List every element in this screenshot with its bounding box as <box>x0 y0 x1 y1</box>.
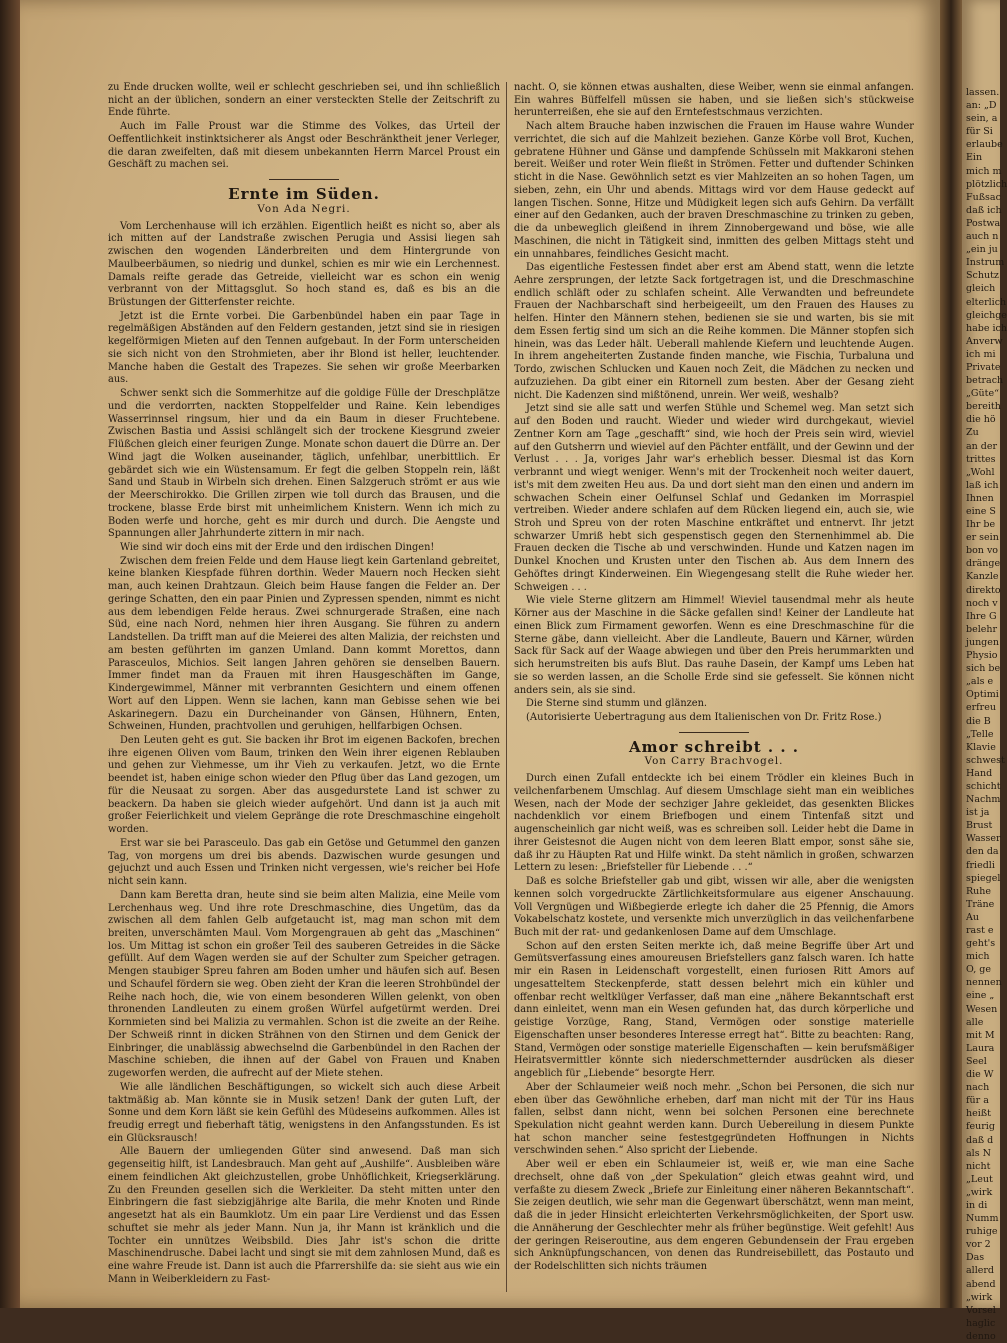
article-paragraph: Wie alle ländlichen Beschäftigungen, so wickelt sich auch diese Arbeit taktmäßig ab. Man könnte sie in Musik setzen! Dank der guten Luft, der Sonne und dem Korn läßt sie kein Gefühl des Müdeseins aufkommen. Alles ist freudig erregt und fieberhaft tätig, wenigstens in den Anfangsstunden. Es ist ein Glücksrausch! <box>108 1081 500 1144</box>
facing-page-line-fragment: alle <box>966 1016 984 1028</box>
facing-page-line-fragment: gleich <box>966 283 996 295</box>
article-paragraph: Wie viele Sterne glitzern am Himmel! Wieviel tausendmal mehr als heute Körner aus der Maschine in die Säcke gefallen sind! Keiner der Landleute hat einen Blick zum Firmament geworfen. Wenn es eine Dreschmaschine für die Sterne gäbe, dann vielleicht. Aber die Landleute, Bauern und Kärner, würden Sack für Sack auf der Waage abwiegen und über den Preis herummarkten und sich herumstreiten bis aufs Blut. Das rauhe Dasein, der Kampf ums Leben hat sie so werden lassen, an die Scholle Erde sind sie gefesselt. Sie können nicht anders sein, als sie sind. <box>514 595 914 696</box>
facing-page-line-fragment: habe ich <box>966 322 1007 334</box>
facing-page-line-fragment: die B <box>966 715 991 727</box>
facing-page-line-fragment: sein, a <box>966 113 998 125</box>
article-byline: Von Carry Brachvogel. <box>644 755 784 768</box>
facing-page-line-fragment: in di <box>966 1199 988 1211</box>
facing-page-line-fragment: allerd <box>966 1265 994 1277</box>
facing-page-line-fragment: erlaube <box>966 139 1003 151</box>
facing-page-line-fragment: jungen <box>966 636 1000 648</box>
facing-page-line-fragment: Zu <box>966 427 979 439</box>
facing-page-line-fragment: er sein <box>966 532 999 544</box>
facing-page-line-fragment: sich be <box>966 663 1001 675</box>
facing-page-line-fragment: daß d <box>966 1134 994 1146</box>
facing-page-line-fragment: vor 2 <box>966 1239 991 1251</box>
facing-page-line-fragment: „ein ju <box>966 244 998 256</box>
facing-page-line-fragment: Wasser <box>966 833 1001 845</box>
facing-page-line-fragment: die hö <box>966 414 996 426</box>
facing-page-line-fragment: Wesen <box>966 1003 998 1015</box>
article-paragraph: Aber der Schlaumeier weiß noch mehr. „Schon bei Personen, die sich nur eben über das Gewöhnliche erheben, darf man nicht mit der Tür ins Haus fallen, selbst dann nicht, wenn bei solchen Personen eine berechnete Spekulation nicht geahnt werden kann. Durch Uebereilung in diesem Punkte hat schon mancher seine festestgegründeten Hoffnungen in Nichts verschwinden sehen.“ Also spricht der Liebende. <box>514 1081 914 1157</box>
facing-page-line-fragment: Au <box>966 911 979 923</box>
facing-page-line-fragment: Laura <box>966 1042 995 1054</box>
article-paragraph: Wie sind wir doch eins mit der Erde und den irdischen Dingen! <box>120 541 435 553</box>
article-paragraph: nacht. O, sie können etwas aushalten, diese Weiber, wenn sie einmal anfangen. Ein wahres Büffelfell müssen sie haben, und sie ließen sich's stückweise herunterreißen, ehe sie auf den Erntefestschmaus verzichten. <box>514 82 914 119</box>
facing-page-line-fragment: ich mi <box>966 348 996 360</box>
right-column <box>514 82 914 1275</box>
facing-page-line-fragment: ist ja <box>966 807 990 819</box>
facing-page-line-fragment: belehr <box>966 623 998 635</box>
facing-page-line-fragment: trittes <box>966 453 996 465</box>
facing-page-line-fragment: Postwa <box>966 217 1001 229</box>
facing-page-line-fragment: die W <box>966 1069 994 1081</box>
facing-page-line-fragment: Ein <box>966 152 983 164</box>
facing-page-line-fragment: Schutz <box>966 270 999 282</box>
facing-page-line-fragment: „Telle <box>966 728 994 740</box>
facing-page-line-fragment: Klavie <box>966 741 996 753</box>
facing-page-line-fragment: mich <box>966 951 990 963</box>
article-paragraph: Das eigentliche Festessen findet aber erst am Abend statt, wenn die letzte Aehre zersprungen, der letzte Sack fortgetragen ist, und die Dreschmaschine endlich schläft oder zu schlafen scheint. Alle Verwandten und befreundete Frauen der Nachbarschaft sind herbeigeeilt, um den Frauen des Hauses zu helfen. Hinter den Männern stehen, bedienen sie sie und warten, bis sie mit dem Essen fertig sind um sich an die Reihe kommen. Die Männer stopfen sich hinein, was das Leder hält. Ueberall mahlende Kiefern und leuchtende Augen. In ihrem angeheiterten Zustande finden manche, wie Fischia, Turbaluna und Tordo, zwischen Schlucken und Kauen noch Zeit, die Mädchen zu necken und aufzuziehen. Da gibt einer ein Ritornell zum besten. Aber der Gesang zieht nicht. Die Kadenzen sind mißtönend, unrein. Wer weiß, weshalb? <box>514 262 914 401</box>
facing-page-line-fragment: geht's <box>966 938 996 950</box>
facing-page-line-fragment: friedli <box>966 859 995 871</box>
facing-page-line-fragment: O, ge <box>966 964 991 976</box>
facing-page-line-fragment: Nachm <box>966 794 1001 806</box>
facing-page-line-fragment: „Güte“ <box>966 388 999 400</box>
facing-page-line-fragment: Hand <box>966 767 993 779</box>
facing-page-line-fragment: „wirk <box>966 1186 993 1198</box>
facing-page-line-fragment: spiegel <box>966 872 1001 884</box>
facing-page-line-fragment: eine „ <box>966 990 995 1002</box>
article-paragraph: Daß es solche Briefsteller gab und gibt, wissen wir alle, aber die wenigsten kennen solch vorgedruckte Zärtlichkeitsformulare aus eigener Anschauung. Voll Vergnügen und Wißbegierde erlegte ich daher die 25 Pfennig, die Amors Vokabelschatz kostete, und versenkte mich unverzüglich in das veilchenfarbene Buch mit der rat- und gedankenlosen Dame auf dem Umschlage. <box>514 876 914 938</box>
facing-page-line-fragment: Vorsel <box>966 1304 996 1316</box>
article-paragraph: Nach altem Brauche haben inzwischen die Frauen im Hause wahre Wunder verrichtet, die sich auf die Mahlzeit beziehen. Ganze Körbe voll Brot, Kuchen, gebratene Hühner und Gänse und dampfende Schüsseln mit Makkaroni stehen bereit. Weißer und roter Wein fließt in Strömen. Fetter und duftender Schinken sticht in die Nase. Gewöhnlich setzt es vier Mahlzeiten an so hohen Tagen, um sieben, zehn, ein Uhr und abends. Mittags wird vor dem Hause gedeckt auf langen Tischen. Sonne, Hitze und Müdigkeit legen sich aufs Gehirn. Da verfällt einer auf den Gedanken, auch der braven Dreschmaschine zu trinken zu geben, die da unbeweglich gleißend in ihrem Zinnobergewand und böse, wie alle Maschinen, die nicht in Tätigkeit sind, inmitten des gelben Mittags steht und ein unnahbares, feindliches Gesicht macht. <box>514 121 914 260</box>
facing-page-line-fragment: Ihr be <box>966 519 996 531</box>
facing-page-line-fragment: für Si <box>966 126 993 138</box>
facing-page-line-fragment: schwest <box>966 754 1005 766</box>
facing-page-line-fragment: abend <box>966 1278 996 1290</box>
facing-page-line-fragment: plötzlich <box>966 178 1007 190</box>
facing-page-line-fragment: elterlich <box>966 296 1007 308</box>
facing-page-line-fragment: daß ich <box>966 204 1002 216</box>
facing-page-line-fragment: Optimi <box>966 689 999 701</box>
article-paragraph: Erst war sie bei Parasceulo. Das gab ein Getöse und Getummel den ganzen Tag, von morgens um drei bis abends. Dazwischen wurde gesungen und gejuchzt und auch Essen und Trinken nicht vergessen, wie's reicher bei Hofe nicht sein kann. <box>108 837 500 888</box>
article-paragraph: Aber weil er eben ein Schlaumeier ist, weiß er, wie man eine Sache drechselt, ohne daß von „der Spekulation“ gleich etwas geahnt wird, und verfaßte zu diesem Zweck „Briefe zur Einleitung einer näheren Bekanntschaft“. Sie zeigen deutlich, wie sehr man die Gegenwart überschätzt, wenn man meint, daß die in jeder Hinsicht erleichterten Verkehrsmöglichkeiten, der Sport usw. die Annäherung der Geschlechter mehr als früher begünstige. Weit gefehlt! Aus der geringen Reiseroutine, aus dem engeren Gebundensein der Frau ergeben sich Anknüpfungschancen, von denen das Rundreisebillett, das Postauto und der Rodelschlitten sich nichts träumen <box>514 1159 914 1273</box>
facing-page-line-fragment: ruhige <box>966 1226 998 1238</box>
facing-page-line-fragment: Ruhe <box>966 885 992 897</box>
facing-page-line-fragment: erfreu <box>966 702 996 714</box>
facing-page-line-fragment: Instrum <box>966 257 1005 269</box>
facing-page-line-fragment: bon vo <box>966 545 999 557</box>
facing-page-line-fragment: Seel <box>966 1055 987 1067</box>
facing-page-line-fragment: denno <box>966 1330 996 1342</box>
article-paragraph: Vom Lerchenhause will ich erzählen. Eigentlich heißt es nicht so, aber als ich mitten auf der Landstraße zwischen Perugia und Assisi liegen sah zwischen den wogenden Länderbreiten und dem Hintergrunde von Maulbeerbäumen, so niedrig und dunkel, schien es mir wie ein Lerchennest. Damals reifte gerade das Getreide, vielleicht war es schon ein wenig verbrannt von der Mittagsglut. So hoch stand es, daß es bis an die Brüstungen der Gitterfenster reichte. <box>108 220 500 309</box>
facing-page-line-fragment: schicht <box>966 780 1001 792</box>
facing-page-line-fragment: als N <box>966 1147 991 1159</box>
facing-page-line-fragment: nennen <box>966 977 1002 989</box>
facing-page-line-fragment: „Leut <box>966 1173 993 1185</box>
article-title: Amor schreibt . . . <box>628 737 800 756</box>
facing-page-line-fragment: nicht <box>966 1160 991 1172</box>
facing-page-line-fragment: Physio <box>966 650 998 662</box>
article-paragraph: Alle Bauern der umliegenden Güter sind anwesend. Daß man sich gegenseitig hilft, ist Landesbrauch. Man geht auf „Aushilfe“. Ausbleiben wäre einem feindlichen Akt gleichzustellen, grobe Unhöflichkeit, Kriegserklärung. Zu den Freunden gesellen sich die Werkleiter. Da steht mitten unter den Einbringern die fast siebzigjährige alte Barila, die mehr Knoten und Rinde angesetzt hat als ein Baumklotz. Um ein paar Lire Verdienst und das Essen schuftet sie mehr als jeder Mann. Nun ja, ihr Mann ist kränklich und die Tochter ein unnützes Weibsbild. Dies Jahr ist's schon die dritte Maschinendrusche. Dabei lacht und singt sie mit dem zahnlosen Mund, daß es eine wahre Freude ist. Dann ist auch die Pfarrershilfe da: sie sieht aus wie ein Mann in Weiberkleidern zu Fast- <box>108 1146 500 1285</box>
facing-page-line-fragment: noch v <box>966 597 998 609</box>
article-title: Ernte im Süden. <box>228 185 380 204</box>
article-paragraph: Die Sterne sind stumm und glänzen. <box>526 698 708 710</box>
facing-page-text-fragments <box>966 86 1006 1343</box>
article-paragraph: Jetzt sind sie alle satt und werfen Stühle und Schemel weg. Man setzt sich auf den Boden und raucht. Wieder und wieder wird durchgekaut, wieviel Zentner Korn am Tage „geschafft“ sind, wie hoch der Preis sein wird, wieviel auf den Gutsherrn und wieviel auf den Pächter entfällt, und der Gewinn und der Verlust . . . Ja, voriges Jahr war's erheblich besser. Diesmal ist das Korn verbrannt und wiegt weniger. Wenn's mit der Trockenheit noch weiter dauert, ist's mit dem zweiten Heu aus. Da und dort sieht man den einen und andern im schwachen Schein einer Oelfunsel Schlaf und Gedanken im Morraspiel vertreiben. Wieder andere schlafen auf dem Rücken liegend ein, auch sie, wie Stroh und Spreu von der roten Maschine entkräftet und entnervt. Ihr jetzt schwarzer Umriß hebt sich gespenstisch gegen den Sternenhimmel ab. Die Frauen decken die Tische ab und verschwinden. Hunde und Katzen nagen im Dunkel Knochen und Krusten unter den Tischen ab. Aus dem Innern des Gehöftes dringt Kinderweinen. Ein Wiegengesang stellt die Ruhe wieder her. Schweigen . . . <box>514 403 914 593</box>
left-column <box>108 82 500 1288</box>
facing-page-line-fragment: an der <box>966 440 998 452</box>
article-paragraph: Den Leuten geht es gut. Sie backen ihr Brot im eigenen Backofen, brechen ihre eigenen Oliven vom Baum, trinken den Wein ihrer eigenen Reblauben und gehen zur Viehmesse, um ihr Vieh zu verkaufen. Jetzt, wo die Ernte beendet ist, haben einige schon wieder den Pflug über das Land gezogen, um für die Neusaat zu sorgen. Aber das ausgedurstete Land ist schwer zu beackern. Da haben sie gleich wieder aufgehört. Und dann ist ja auch mit großer Feierlichkeit und vielem Gepränge die rote Dreschmaschine eingeholt worden. <box>108 734 500 836</box>
facing-page-line-fragment: den da <box>966 846 999 858</box>
facing-page-line-fragment: „Wohl <box>966 466 995 478</box>
article-paragraph: Dann kam Beretta dran, heute sind sie beim alten Malizia, eine Meile vom Lerchenhaus weg. Und ihre rote Dreschmaschine, dies Ungetüm, das da zwischen all dem fahlen Gelb aufgetaucht ist, mag man schon mit dem breiten, unverschämten Maul. Vom Morgengrauen ab geht das „Maschinen“ los. Um Mittag ist schon ein großer Teil des sauberen Getreides in die Säcke gefüllt. Auf dem Wagen werden sie auf der Schulter zum Speicher getragen. Mengen staubiger Spreu fahren am Boden umher und häufen sich auf. Besen und Schaufel fördern sie weg. Oben zieht der Kran die leeren Strohbündel der Reihe nach hoch, die, wie von einem besonderen Willen gelenkt, von oben thronenden Landleuten zu einem großen Würfel aufgetürmt werden. Drei Kornmieten sind bei Malizia zu vermahlen. Schon ist die zweite an der Reihe. Der Schweiß rinnt in dicken Strähnen von den Stirnen und dem Genick der Einbringer, die unablässig abwechselnd die Garbenbündel in den Rachen der Maschine schieben, die ihnen auf der Gabel von Frauen und Knaben zugeworfen werden, die aufrecht auf der Miete stehen. <box>108 889 500 1080</box>
facing-page-line-fragment: Brust <box>966 820 993 832</box>
facing-page-line-fragment: Numm <box>966 1213 999 1225</box>
intro-paragraph: Auch im Falle Proust war die Stimme des Volkes, das Urteil der Oeffentlichkeit instinktsicherer als Angst oder Beschränktheit jener Verleger, die daran zweifelten, daß mit diesem unbekannten Herrn Marcel Proust ein Geschäft zu machen sei. <box>108 121 500 171</box>
intro-paragraph: zu Ende drucken wollte, weil er schlecht geschrieben sei, und ihn schließlich nicht an der üblichen, sondern an einer versteckten Stelle der Zeitschrift zu Ende führte. <box>108 82 500 119</box>
facing-page-line-fragment: feurig <box>966 1121 995 1133</box>
facing-page-line-fragment: Private <box>966 361 1001 373</box>
facing-page-line-fragment: haglic <box>966 1317 996 1329</box>
facing-page-line-fragment: bereith <box>966 401 1001 413</box>
facing-page-line-fragment: Das <box>966 1252 985 1264</box>
book-spine <box>0 0 20 1308</box>
separator-rule <box>679 732 749 733</box>
facing-page-line-fragment: laß ich <box>966 479 999 491</box>
facing-page-line-fragment: gleichge <box>966 309 1007 321</box>
facing-page-line-fragment: heißt <box>966 1108 991 1120</box>
facing-page-line-fragment: „als e <box>966 676 994 688</box>
article-paragraph: Schwer senkt sich die Sommerhitze auf die goldige Fülle der Dreschplätze und die verdorrten, nackten Stoppelfelder und Raine. Kein lebendiges Wasserrinnsel ringsum, hier und da ein Baum in dieser Fruchtebene. Zwischen Bastia und Assisi schlängelt sich der trockene Kiesgrund zweier Flüßchen gleich einer feurigen Zunge. Monate schon dauert die Dürre an. Der Wind jagt die Wolken auseinander, täglich, unfehlbar, unerbittlich. Er gebärdet sich wie ein Wüstensamum. Er fegt die gelben Stoppeln rein, läßt Sand und Staub in Wirbeln sich drehen. Einen Salzgeruch strömt er aus wie der Meerschirokko. Die Grillen zirpen wie toll durch das Brausen, und die trockene, blasse Erde birst mit unheimlichem Knistern. Wenn ich mich zu Boden werfe und horche, geht es mir durch und durch. Die Aengste und Spannungen aller Jahrhunderte zittern in mir nach. <box>108 388 500 540</box>
facing-page-edge <box>962 0 1007 1342</box>
facing-page-line-fragment: Fußsac <box>966 191 1001 203</box>
facing-page-line-fragment: dränge <box>966 558 1001 570</box>
book-gutter <box>940 0 962 1308</box>
facing-page-line-fragment: Kanzle <box>966 571 999 583</box>
facing-page-line-fragment: direkto <box>966 584 1001 596</box>
article-paragraph: Jetzt ist die Ernte vorbei. Die Garbenbündel haben ein paar Tage in regelmäßigen Abständen auf den Feldern gestanden, jetzt sind sie in riesigen kegelförmigen Mieten auf den Tennen aufgebaut. In der Form unterscheiden sie sich nicht von den Strohmieten, aber ihr Blond ist heller, leuchtender. Manche haben die Gestalt des Trapezes. Sie sehen wir große Meerbarken aus. <box>108 310 500 386</box>
article-paragraph: Durch einen Zufall entdeckte ich bei einem Trödler ein kleines Buch in veilchenfarbenem Umschlag. Auf diesem Umschlage sieht man ein weibliches Wesen, nach der Mode der sechziger Jahre gekleidet, das gesenkten Blickes nachdenklich vor einem Briefbogen und einem Tintenfaß sitzt und augenscheinlich gar nicht weiß, was es schreiben soll. Leider hebt die Dame in ihrer Geistesnot die Augen nicht von dem leeren Blatt empor, sonst sähe sie, daß ihr zu Häupten Rat und Hilfe winkt. Da steht nämlich in großen, schwarzen Lettern zu lesen: „Briefsteller für Liebende . . .“ <box>514 773 914 874</box>
facing-page-line-fragment: an: „D <box>966 100 997 112</box>
facing-page-line-fragment: für a <box>966 1095 989 1107</box>
facing-page-line-fragment: auch n <box>966 231 999 243</box>
facing-page-line-fragment: „wirk <box>966 1291 993 1303</box>
article-byline: Von Ada Negri. <box>257 202 351 215</box>
facing-page-line-fragment: Anverw <box>966 335 1003 347</box>
translation-note: (Autorisierte Uebertragung aus dem Italienischen von Dr. Fritz Rose.) <box>526 711 882 723</box>
column-divider <box>506 82 507 1292</box>
facing-page-line-fragment: Träne <box>966 898 995 910</box>
facing-page-line-fragment: lassen. <box>966 87 1000 98</box>
facing-page-line-fragment: Ihre G <box>966 610 997 622</box>
facing-page-line-fragment: nach <box>966 1082 990 1094</box>
facing-page-line-fragment: rast e <box>966 925 994 936</box>
article-paragraph: Schon auf den ersten Seiten merkte ich, daß meine Begriffe über Art und Gemütsverfassung eines amoureusen Briefstellers ganz falsch waren. Ich hatte mir ein Rasen in Leidenschaft vorgestellt, einen furiosen Ritt Amors auf ungesatteltem Steckenpferde, statt dessen belehrt mich ein kühler und offenbar recht weltklüger Verfasser, daß man eine „nähere Bekanntschaft erst dann einleitet, wenn man ein Wesen gefunden hat, das durch körperliche und geistige Vorzüge, Rang, Stand, Vermögen oder sonstige materielle Eigenschaften unser besonderes Interesse erregt hat“. Bitte zu beachten: Rang, Stand, Vermögen oder sonstige materielle Eigenschaften — kein berufsmäßiger Heiratsvermittler könnte sich niederschmetternder ausdrücken als dieser angeblich für „Liebende“ besorgte Herr. <box>514 940 914 1080</box>
facing-page-line-fragment: betrach <box>966 375 1004 387</box>
facing-page-line-fragment: mich m <box>966 165 1002 177</box>
facing-page-line-fragment: Ihnen <box>966 492 994 504</box>
facing-page-line-fragment: eine S <box>966 506 996 517</box>
separator-rule <box>269 179 339 180</box>
facing-page-line-fragment: mit M <box>966 1029 995 1041</box>
article-paragraph: Zwischen dem freien Felde und dem Hause liegt kein Gartenland gebreitet, keine blanken Kiespfade führen dorthin. Weder Mauern noch Hecken sieht man, auch keinen Drahtzaun. Gleich beim Hause fangen die Felder an. Der geringe Schatten, den ein paar Pinien und Zypressen spenden, nimmt es nicht aus dem lebendigen Felde heraus. Zwei schnurgerade Straßen, eine nach Süd, eine nach Nord, nehmen hier ihren Ausgang. Sie führen zu andern Landstellen. Da trifft man auf die Meierei des alten Malizia, der reichsten und am besten geführten im ganzen Umland. Dann kommt Morettos, dann Parasceulos, Michios. Seit langen Jahren gehören sie denselben Bauern. Immer findet man da Frauen mit ihren Hausgeschäften im Gange, Kindergewimmel, Männer mit verbrannten Gesichtern und einem offenen Wort auf den Lippen. Wenn sie lachen, kann man Gebisse sehen wie bei Askarinegern. Dazu ein Durcheinander von Gänsen, Hühnern, Enten, Schweinen, Hunden, prachtvollen und geruhigen, hellfarbigen Ochsen. <box>108 555 500 733</box>
